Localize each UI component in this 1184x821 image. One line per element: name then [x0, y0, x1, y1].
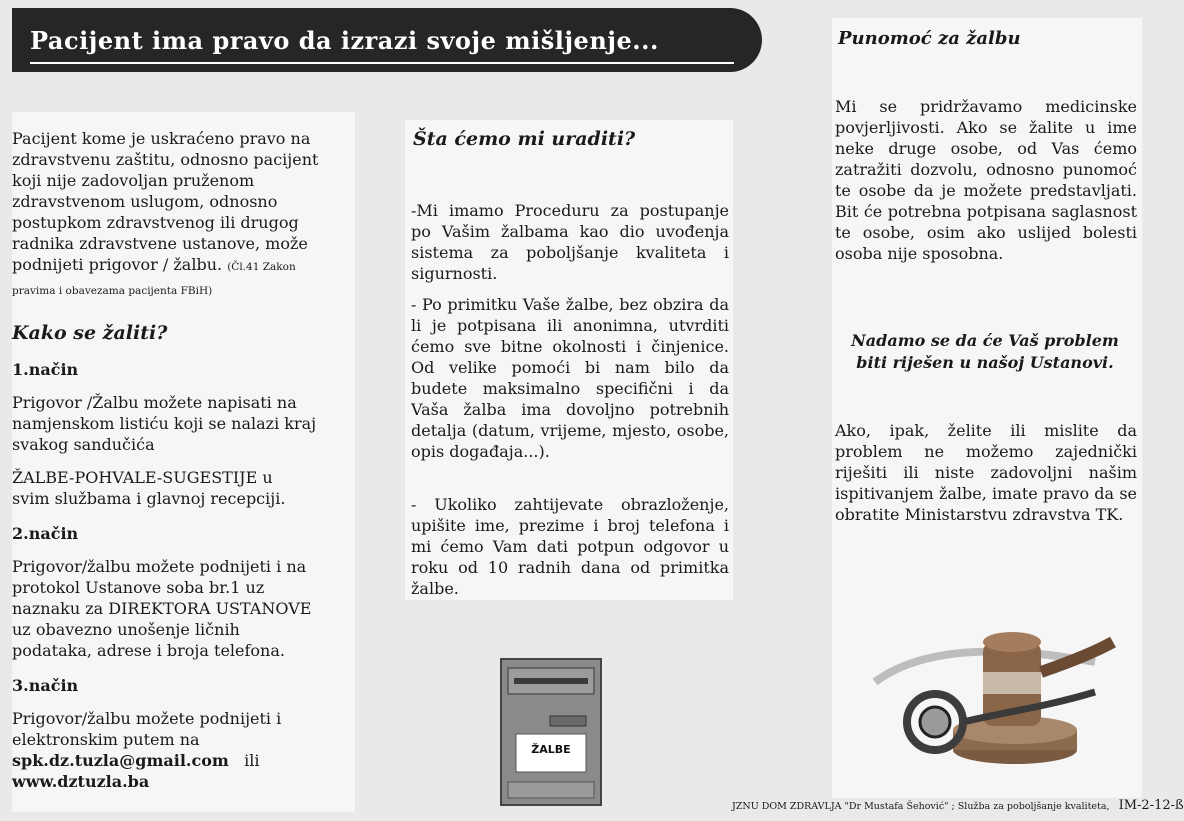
intro-reference: (Čl.41 Zakon pravima i obavezama pacijenta FBiH): [12, 261, 296, 297]
method2-title: 2.način: [12, 524, 79, 543]
footer-text: JZNU DOM ZDRAVLJA "Dr Mustafa Šehović" ; Služba za poboljšanje kvaliteta,: [732, 801, 1110, 812]
box-label: ŽALBE: [531, 743, 571, 756]
review-paragraph: - Po primitku Vaše žalbe, bez obzira da li je potpisana ili anonimna, utvrditi ćemo sve bitne okolnosti i činjenice. Od velike pomoći bi nam bilo da budete maksimalno specifični i da Vaša žalba ima dovoljno potrebnih detalja (datum, vrijeme, mjesto, osobe, opis događaja...).: [411, 295, 729, 461]
what-we-do-heading: Šta ćemo mi uraditi?: [413, 128, 636, 150]
footer: [732, 798, 1184, 813]
title-underline: [30, 62, 734, 64]
complaint-box-illustration: [500, 658, 602, 806]
method1-title: 1.način: [12, 360, 79, 379]
document-code: IM-2-12-ß: [1118, 798, 1184, 813]
intro-text: [12, 128, 320, 302]
gavel-stethoscope-illustration: [855, 612, 1115, 772]
website-link[interactable]: www.dztuzla.ba: [12, 772, 150, 791]
power-of-attorney-heading: Punomoć za žalbu: [838, 28, 1021, 49]
title-banner: [12, 8, 762, 72]
response-paragraph: - Ukoliko zahtijevate obrazloženje, upišite ime, prezime i broj telefona i mi ćemo Vam dati potpun odgovor u roku od 10 radnih dana od primitka žalbe.: [411, 495, 729, 598]
or-text: ili: [244, 751, 260, 770]
page-title: Pacijent ima pravo da izrazi svoje mišljenje...: [30, 26, 659, 55]
confidentiality-paragraph: Mi se pridržavamo medicinske povjerljivosti. Ako se žalite u ime neke druge osobe, od Vas ćemo zatražiti dozvolu, odnosno punomoć te osobe da je možete predstavljati. Bit će potrebna potpisana saglasnost te osobe, osim ako uslijed bolesti osoba nije sposobna.: [835, 97, 1137, 263]
method3-text: [12, 708, 317, 792]
intro-paragraph: Pacijent kome je uskraćeno pravo na zdravstvenu zaštitu, odnosno pacijent koji nije zadovoljan pruženom zdravstvenom uslugom, odnosno postupkom zdravstvenog ili drugog radnika zdravstvene ustanove, može podnijeti prigovor / žalbu.: [12, 129, 319, 274]
method1-text2: ŽALBE-POHVALE-SUGESTIJE u svim službama i glavnoj recepciji.: [12, 468, 286, 508]
method3-paragraph: Prigovor/žalbu možete podnijeti i elektronskim putem na: [12, 709, 282, 749]
how-to-complain-heading: Kako se žaliti?: [12, 322, 168, 344]
email-link[interactable]: spk.dz.tuzla@gmail.com: [12, 751, 229, 770]
ministry-paragraph: Ako, ipak, želite ili mislite da problem ne možemo zajednički riješiti ili niste zadovoljni našim ispitivanjem žalbe, imate pravo da se obratite Ministarstvu zdravstva TK.: [835, 421, 1137, 524]
method3-title: 3.način: [12, 676, 79, 695]
method2-text: Prigovor/žalbu možete podnijeti i na protokol Ustanove soba br.1 uz naznaku za DIREKTORA USTANOVE uz obavezno unošenje ličnih podataka, adrese i broja telefona.: [12, 557, 312, 660]
hope-note: Nadamo se da će Vaš problem biti riješen u našoj Ustanovi.: [851, 331, 1119, 372]
procedure-paragraph: -Mi imamo Proceduru za postupanje po Vašim žalbama kao dio uvođenja sistema za poboljšanje kvaliteta i sigurnosti.: [411, 201, 729, 283]
method1-text: Prigovor /Žalbu možete napisati na namjenskom listiću koji se nalazi kraj svakog sandučića: [12, 393, 317, 454]
